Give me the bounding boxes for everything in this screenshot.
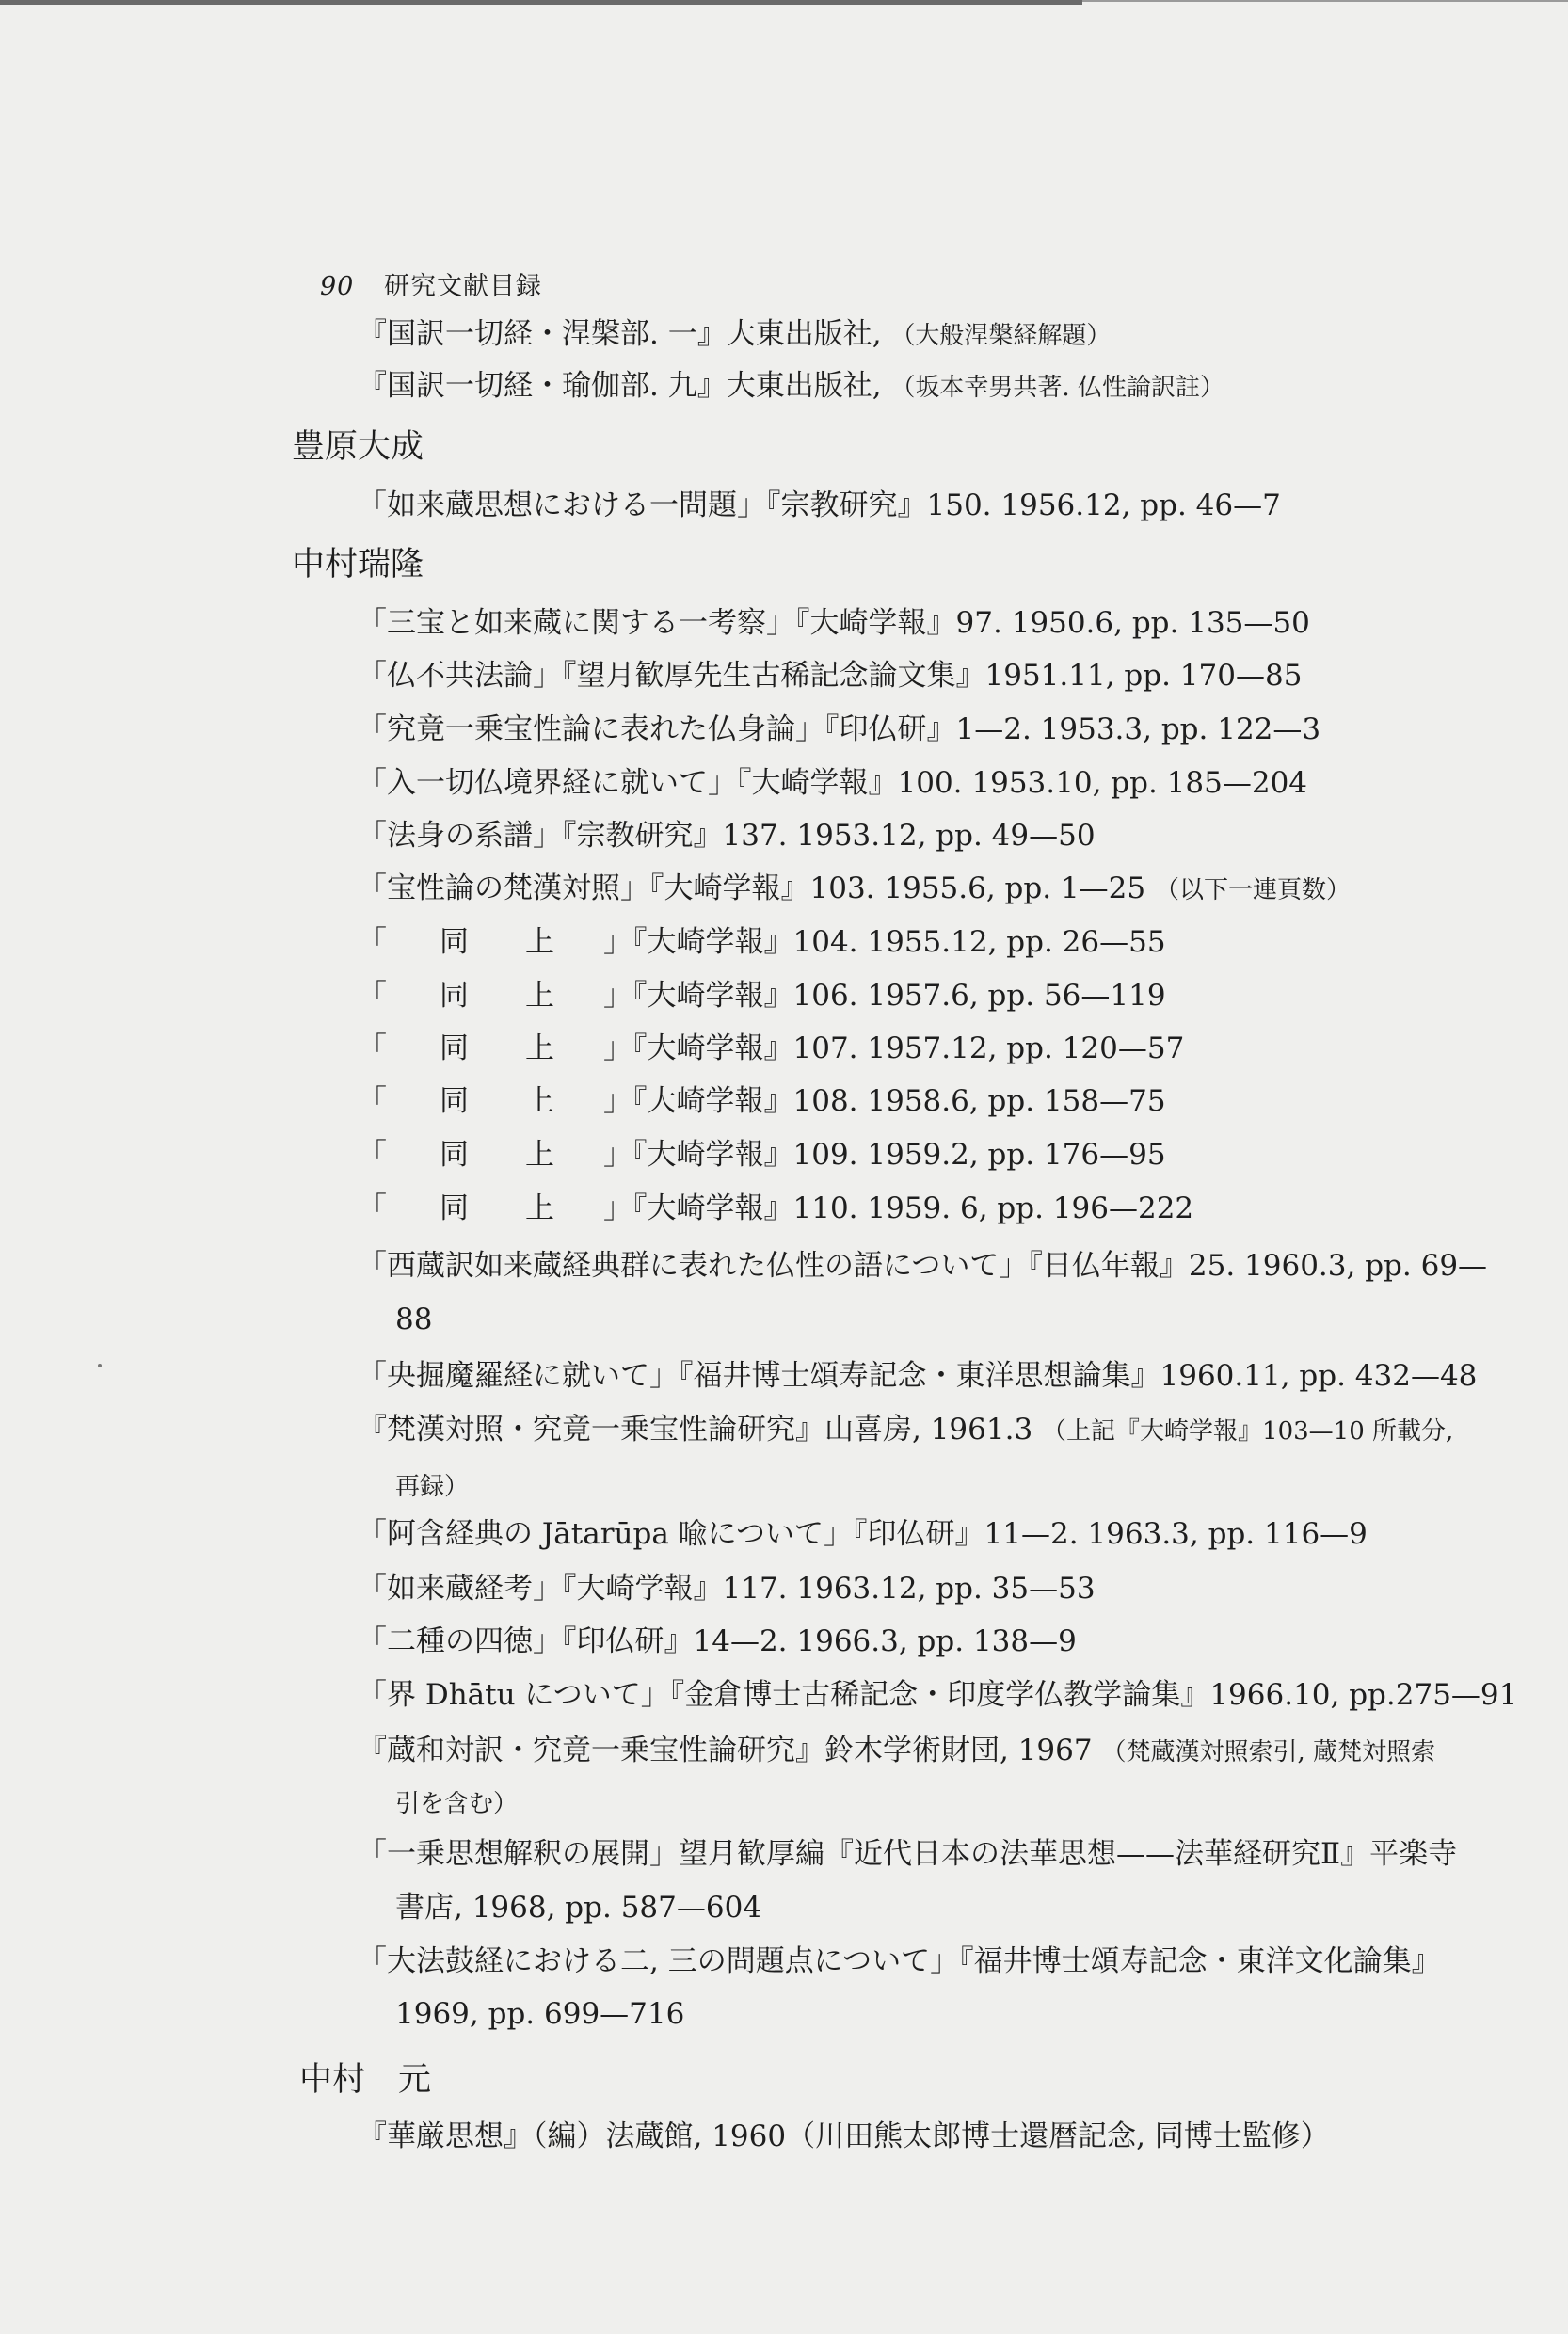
bibliography-entry <box>358 1942 1441 1980</box>
bibliography-entry <box>358 1835 1457 1873</box>
entry-text: 『華厳思想』（編）法蔵館, 1960（川田熊太郎博士還暦記念, 同博士監修） <box>358 2119 1330 2153</box>
entry-text: 『蔵和対訳・究竟一乗宝性論研究』鈴木学術財団, 1967 <box>358 1734 1102 1767</box>
bibliography-entry <box>395 1301 432 1338</box>
entry-text: 「西蔵訳如来蔵経典群に表れた仏性の語について」『日仏年報』25. 1960.3, pp. 69— <box>358 1249 1488 1283</box>
bibliography-entry <box>358 657 1302 695</box>
entry-text: 「界 Dhātu について」『金倉博士古稀記念・印度学仏教学論集』1966.10, pp.275—91 <box>358 1678 1518 1712</box>
open-bracket: 「 <box>358 979 387 1013</box>
scan-speck <box>98 1364 102 1367</box>
bibliography-entry-same <box>358 1030 1184 1067</box>
entry-text: 」『大崎学報』110. 1959. 6, pp. 196—222 <box>603 1191 1194 1225</box>
entry-text: 」『大崎学報』108. 1958.6, pp. 158—75 <box>603 1084 1166 1118</box>
bibliography-entry <box>358 870 1351 909</box>
running-header <box>320 265 542 302</box>
entry-text: 『梵漢対照・究竟一乗宝性論研究』山喜房, 1961.3 <box>358 1413 1043 1447</box>
entry-note: （坂本幸男共著. 仏性論訳註） <box>890 374 1224 402</box>
entry-text: 「如来蔵思想における一問題」『宗教研究』150. 1956.12, pp. 46—7 <box>358 488 1281 522</box>
same-mark: 同 <box>440 979 469 1013</box>
bibliography-entry <box>358 711 1320 748</box>
bibliography-entry <box>358 315 1111 355</box>
entry-text: 1969, pp. 699—716 <box>395 1997 685 2031</box>
bibliography-entry <box>358 1247 1487 1285</box>
author-name: 中村瑞隆 <box>292 546 424 584</box>
entry-note: 再録） <box>395 1473 470 1501</box>
bibliography-entry <box>358 2118 1330 2155</box>
bibliography-entry-same <box>358 977 1166 1015</box>
page-number: 90 <box>320 272 355 301</box>
author-heading <box>292 546 424 584</box>
open-bracket: 「 <box>358 1084 387 1118</box>
open-bracket: 「 <box>358 1191 387 1225</box>
bibliography-entry <box>358 1676 1517 1714</box>
page-top-edge-light <box>1082 0 1568 2</box>
open-bracket: 「 <box>358 1138 387 1172</box>
entry-text: 「大法鼓経における二, 三の問題点について」『福井博士頌寿記念・東洋文化論集』 <box>358 1944 1441 1978</box>
entry-text: 『国訳一切経・涅槃部. 一』大東出版社, <box>358 317 891 351</box>
entry-text: 」『大崎学報』107. 1957.12, pp. 120—57 <box>603 1031 1185 1065</box>
entry-text: 「一乗思想解釈の展開」望月歓厚編『近代日本の法華思想——法華経研究Ⅱ』平楽寺 <box>358 1837 1458 1871</box>
author-name: 豊原大成 <box>292 428 424 466</box>
header-title: 研究文献目録 <box>383 272 542 301</box>
entry-note: （以下一連頁数） <box>1154 876 1351 904</box>
same-mark: 上 <box>525 1084 554 1118</box>
bibliography-entry-same <box>358 923 1166 961</box>
bibliography-entry <box>358 1357 1477 1395</box>
author-heading <box>299 2061 431 2099</box>
open-bracket: 「 <box>358 925 387 959</box>
entry-text: 「法身の系譜」『宗教研究』137. 1953.12, pp. 49—50 <box>358 819 1096 853</box>
bibliography-entry-same <box>358 1082 1166 1120</box>
entry-note: （上記『大崎学報』103—10 所載分, <box>1042 1417 1454 1446</box>
same-mark: 同 <box>440 1138 469 1172</box>
same-mark: 上 <box>525 1191 554 1225</box>
bibliography-entry <box>358 1732 1435 1771</box>
entry-text: 「三宝と如来蔵に関する一考察」『大崎学報』97. 1950.6, pp. 135—50 <box>358 606 1310 640</box>
entry-text: 「入一切仏境界経に就いて」『大崎学報』100. 1953.10, pp. 185—204 <box>358 766 1308 800</box>
bibliography-entry <box>358 817 1096 855</box>
entry-note: （梵蔵漢対照索引, 蔵梵対照索 <box>1101 1738 1435 1766</box>
author-heading <box>292 428 424 466</box>
page-top-edge <box>0 0 1082 5</box>
entry-text: 『国訳一切経・瑜伽部. 九』大東出版社, <box>358 369 891 403</box>
same-mark: 上 <box>525 1031 554 1065</box>
same-mark: 同 <box>440 925 469 959</box>
entry-text: 」『大崎学報』106. 1957.6, pp. 56—119 <box>603 979 1166 1013</box>
bibliography-entry-continuation <box>395 1466 469 1506</box>
same-mark: 同 <box>440 1191 469 1225</box>
entry-text: 「仏不共法論」『望月歓厚先生古稀記念論文集』1951.11, pp. 170—85 <box>358 659 1303 693</box>
entry-note: （大般涅槃経解題） <box>890 322 1112 350</box>
bibliography-entry <box>358 1570 1096 1607</box>
open-bracket: 「 <box>358 1031 387 1065</box>
same-mark: 上 <box>525 1138 554 1172</box>
entry-text: 「宝性論の梵漢対照」『大崎学報』103. 1955.6, pp. 1—25 <box>358 871 1155 905</box>
bibliography-entry-same <box>358 1190 1193 1227</box>
same-mark: 上 <box>525 925 554 959</box>
entry-text: 「二種の四徳」『印仏研』14—2. 1966.3, pp. 138—9 <box>358 1624 1077 1658</box>
bibliography-entry <box>358 487 1281 524</box>
bibliography-entry-continuation <box>395 1783 518 1823</box>
bibliography-entry <box>395 1995 684 2033</box>
bibliography-entry <box>358 604 1310 642</box>
entry-note: 引を含む） <box>395 1790 519 1818</box>
bibliography-entry <box>395 1889 761 1926</box>
bibliography-entry <box>358 1411 1453 1450</box>
author-name: 中村 元 <box>299 2061 432 2099</box>
entry-text: 書店, 1968, pp. 587—604 <box>395 1891 762 1925</box>
entry-text: 「阿含経典の Jātarūpa 喩について」『印仏研』11—2. 1963.3, pp. 116—9 <box>358 1517 1368 1551</box>
bibliography-entry <box>358 1623 1077 1660</box>
same-mark: 同 <box>440 1084 469 1118</box>
entry-text: 」『大崎学報』109. 1959.2, pp. 176—95 <box>603 1138 1166 1172</box>
entry-text: 「央掘魔羅経に就いて」『福井博士頌寿記念・東洋思想論集』1960.11, pp. 432—48 <box>358 1359 1478 1393</box>
same-mark: 同 <box>440 1031 469 1065</box>
bibliography-entry <box>358 1515 1368 1553</box>
entry-text: 」『大崎学報』104. 1955.12, pp. 26—55 <box>603 925 1166 959</box>
bibliography-entry <box>358 367 1224 407</box>
entry-text: 「如来蔵経考」『大崎学報』117. 1963.12, pp. 35—53 <box>358 1572 1096 1606</box>
bibliography-entry-same <box>358 1136 1166 1174</box>
same-mark: 上 <box>525 979 554 1013</box>
entry-text: 「究竟一乗宝性論に表れた仏身論」『印仏研』1—2. 1953.3, pp. 122—3 <box>358 712 1321 746</box>
entry-text: 88 <box>395 1303 433 1336</box>
bibliography-entry <box>358 764 1307 802</box>
